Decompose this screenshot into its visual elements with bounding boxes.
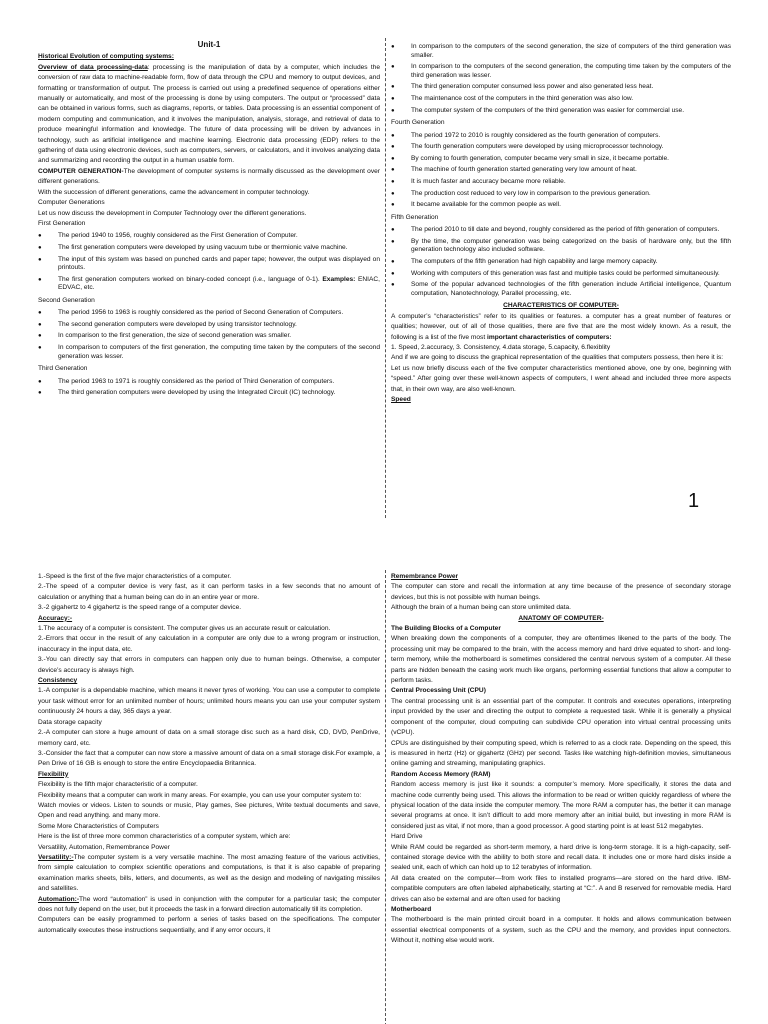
cpu-text-2: CPUs are distinguished by their computing speed, which is referred to as a clock rate. Depending on the speed, this is measured in hertz (Hz) or gigahertz (GHz) per second. Tasks like watching high-definition movies, simultaneous online gaming and streaming, manipulating graphics. xyxy=(391,739,731,768)
consistency-point-1: 1.-A computer is a dependable machine, which means it never tyres of working. You can use a computer to complete your task without error for an unlimited number of hours; unlimited hours means you can use your computer system continuously 24 hours a day, 365 days a year. xyxy=(38,687,380,716)
flexibility-heading: Flexibility xyxy=(38,770,69,778)
cpu-text-1: The central processing unit is an essential part of the computer. It controls and executes operations, interpreting input provided by the user and directing the output to complete a requested task. While it is generally a physical component of the computer, cloud computing can subdivide CPU operation into virtual central processing units (vCPU). xyxy=(391,697,731,737)
list-item: ● Some of the popular advanced technologies of the fifth generation include Artificial intelligence, Quantum computation, Nanotechnology, Parallel processing, etc. xyxy=(391,281,731,298)
list-item: ● The maintenance cost of the computers in the third generation was also low. xyxy=(391,95,731,104)
automation-paragraph xyxy=(38,895,380,916)
motherboard-heading: Motherboard xyxy=(391,906,432,913)
speed-point-1: 1.-Speed is the first of the five major characteristics of a computer. xyxy=(38,573,232,580)
hard-drive-text-2: All data created on the computer—from work files to installed programs—are stored on the hard drive. IBM-compatible computers are often labeled alphabetically, starting at “C:”. A and B reserved for removable media. Hard drives can also be external and are often used for backing xyxy=(391,874,731,903)
examples-label: Examples: xyxy=(322,275,356,283)
list-item: ● Working with computers of this generation was fast and multiple tasks could be performed simultaneously. xyxy=(391,270,731,279)
automation-label: Automation:- xyxy=(38,895,80,903)
page-1-right-column xyxy=(391,40,731,405)
list-item: ● The production cost reduced to very low in comparison to the previous generation. xyxy=(391,190,731,199)
speed-point-3: 3.-2 gigahertz to 4 gigahertz is the speed range of a computer device. xyxy=(38,604,242,612)
page-2 xyxy=(0,568,768,1024)
list-item: ● The period 2010 to till date and beyond, roughly considered as the period of fifth generation of computers. xyxy=(391,226,731,235)
list-item: ● In comparison to the first generation, the size of second generation was smaller. xyxy=(38,332,380,341)
remembrance-text-2: Although the brain of a human being can store unlimited data. xyxy=(391,604,571,612)
second-generation-heading: Second Generation xyxy=(38,296,95,304)
list-item: ● It is much faster and accuracy became more reliable. xyxy=(391,178,731,187)
examples-text: ENIAC, EDVAC, etc. xyxy=(58,275,380,292)
list-item: ● By coming to fourth generation, computer became very small in size, it became portable. xyxy=(391,155,731,164)
list-item: ● In comparison to the computers of the second generation, the computing time taken by the computers of the third generation was lesser. xyxy=(391,63,731,80)
building-blocks-text: When breaking down the components of a computer, they are oftentimes likened to the parts of the body. The processing unit may be compared to the brain, with the access memory and hard drive equated to short- and long-term memory, while the motherboard is sometimes considered the central nervous system of a computer. All these parts are hidden beneath the casing work much like organs, performing essential functions that allow a computer to perform tasks. xyxy=(391,635,731,685)
speed-heading: Speed xyxy=(391,395,411,403)
fifth-generation-heading: Fifth Generation xyxy=(391,213,439,221)
consistency-point-2: 2.-A computer can store a huge amount of data on a small storage disc such as a hard disk, CD, DVD, PenDrive, memory card, etc. xyxy=(38,729,380,747)
list-item: ● The fourth generation computers were developed by using microprocessor technology. xyxy=(391,143,731,152)
more-characteristics-label: Some More Characteristics of Computers xyxy=(38,822,159,830)
characteristics-paragraph xyxy=(391,312,731,343)
computer-generation-paragraph xyxy=(38,167,380,188)
succession-text: With the succession of different generations, came the advancement in computer technology. xyxy=(38,188,310,196)
automation-paragraph-2: Computers can be easily programmed to perform a series of tasks based on the specifications. The computer automatically executes these instructions sequentially, and if any error occurs, it xyxy=(38,916,380,934)
list-item: ● By the time, the computer generation was being categorized on the basis of hardware only, but the fifth generation technology also included software. xyxy=(391,238,731,255)
list-item: ● It became available for the common people as well. xyxy=(391,201,731,210)
versatility-list-line: Versatility, Automation, Remembrance Power xyxy=(38,843,170,851)
column-divider xyxy=(385,570,386,1024)
page-1-left-column xyxy=(38,40,380,401)
list-item: ● The period 1940 to 1956, roughly considered as the First Generation of Computer. xyxy=(38,232,380,241)
computer-generation-text: The development of computer systems is normally discussed as the development over different generations. xyxy=(38,167,380,186)
flexibility-point-1: Flexibility is the fifth major characteristic of a computer. xyxy=(38,781,198,789)
list-item: ● The computers of the fifth generation had high capability and large memory capacity. xyxy=(391,258,731,267)
flexibility-point-2: Flexibility means that a computer can work in many areas. For example, you can use your computer system to: xyxy=(38,791,362,799)
page-number: 1 xyxy=(688,490,700,512)
building-blocks-heading: The Building Blocks of a Computer xyxy=(391,625,501,633)
speed-point-2: 2.-The speed of a computer device is very fast, as it can perform tasks in a few seconds that no amount of calculation or anything that a human being can do in an entire year or more. xyxy=(38,583,380,601)
graphical-representation-text: And if we are going to discuss the graphical representation of the qualities that computers possess, then here it is: xyxy=(391,354,724,362)
binary-concept-text: The first generation computers worked on binary-coded concept (i.e., language of 0-1). xyxy=(58,275,323,283)
accuracy-point-3: 3.-You can directly say that errors in computers can happen only due to human beings. Otherwise, a computer device’s accuracy is always high. xyxy=(38,656,380,674)
ram-heading: Random Access Memory (RAM) xyxy=(391,770,491,778)
overview-paragraph xyxy=(38,63,380,167)
remembrance-text-1: The computer can store and recall the information at any time because of the presence of secondary storage devices, but this is not possible with human beings. xyxy=(391,583,731,601)
consistency-point-3: 3.-Consider the fact that a computer can now store a massive amount of data on a small storage disk.For example, a Pen Drive of 16 GB is enough to store the entire Encyclopaedia Britannica. xyxy=(38,749,380,768)
versatility-text: The computer system is a very versatile machine. The most amazing feature of the various activities, from simple calculation to complex scientific operations and computations, is that it is also capable of preparing examination marks sheets, bills, letters, and documents, as well as the design and modeling of navigating missiles and satellites. xyxy=(38,853,380,893)
characteristics-text: A computer’s “characteristics” refer to its qualities or features. a computer has a great number of features or qualities; however, out of all of those qualities, there are five that are the most widely known. As a result, the following is a list of the five most xyxy=(391,312,731,341)
hard-drive-heading: Hard Drive xyxy=(391,833,423,841)
list-item: ● The second generation computers were developed by using transistor technology. xyxy=(38,321,380,330)
list-item: ● In comparison to the computers of the second generation, the size of computers of the third generation was smaller. xyxy=(391,43,731,60)
consistency-heading: Consistency xyxy=(38,677,78,685)
unit-title: Unit-1 xyxy=(197,40,221,49)
list-item: ● The third generation computer consumed less power and also generated less heat. xyxy=(391,83,731,92)
computer-generation-label: COMPUTER GENERATION- xyxy=(38,167,124,175)
computer-generations-label: Computer Generations xyxy=(38,199,105,207)
ram-text: Random access memory is just like it sounds: a computer’s memory. More specifically, it stores the data and machine code currently being used. This allows the information to be read or written quickly regardless of where the physical location of the data inside the computer memory. The more RAM a computer has, the better it can manage several programs at once. It isn’t difficult to add more memory after an initial build, but investing in more RAM is considered just as vital, if not more, than a good processor. A good starting point is at least 512 megabytes. xyxy=(391,781,731,830)
characteristics-heading: CHARACTERISTICS OF COMPUTER- xyxy=(503,302,619,310)
more-characteristics-list-intro: Here is the list of three more common characteristics of a computer system, which are: xyxy=(38,833,291,841)
overview-label: Overview of data processing-data xyxy=(38,63,148,71)
list-item: ● In comparison to computers of the first generation, the computing time taken by the computers of the second generation was lesser. xyxy=(38,344,380,361)
hard-drive-text-1: While RAM could be regarded as short-term memory, a hard drive is long-term storage. It is a high-capacity, self-contained storage device with the ability to both store and recall data. It includes one or more hard disks inside a sealed unit, each of which can hold up to 12 terabytes of information. xyxy=(391,843,731,872)
first-generation-heading: First Generation xyxy=(38,219,86,227)
historical-evolution-heading: Historical Evolution of computing systems: xyxy=(38,53,174,61)
important-characteristics-label: important characteristics of computers: xyxy=(487,333,612,341)
versatility-paragraph xyxy=(38,853,380,895)
list-item: ● The first generation computers were developed by using vacuum tube or thermionic valve machine. xyxy=(38,244,380,253)
third-generation-heading: Third Generation xyxy=(38,365,88,373)
discuss-characteristics-text: Let us now briefly discuss each of the five computer characteristics mentioned above, one by one, beginning with “speed.” After going over these well-known aspects of computers, I went ahead and included three more aspects that, in their own way, are also well-known. xyxy=(391,364,731,393)
flexibility-point-3: Watch movies or videos. Listen to sounds or music, Play games, See pictures, Write textual documents and save, Open and read anything. and many more. xyxy=(38,801,380,820)
motherboard-text: The motherboard is the main printed circuit board in a computer. It holds and allows communication between essential electrical components of a system, such as the CPU and the memory, and provides input connectors. Without it, nothing else would work. xyxy=(391,916,731,945)
column-divider xyxy=(385,38,386,518)
fourth-generation-heading: Fourth Generation xyxy=(391,119,445,127)
overview-text: : processing is the manipulation of data by a computer, which includes the conversion of raw data to machine-readable form, flow of data through the CPU and memory to output devices, and formatting or transformation of output. The process is carried out using a predefined sequence of operations either manually or automatically, and most of the processing is done by using computers. The output or “processed” data can be obtained in various forms, such as diagrams, reports, or tables. Data processing is an essential component of modern computing and communication, and it involves the manipulation, analysis, storage, and retrieval of data to produce meaningful information and knowledge. The future of data processing will be driven by advances in technology, such as artificial intelligence and machine learning. Electronic data processing (EDP) refers to the gathering of data using electronic devices, such as computers, servers, or calculators, and it involves analyzing data and summarizing and recording the output in a human usable form. xyxy=(38,63,380,165)
list-item: ● The period 1956 to 1963 is roughly considered as the period of Second Generation of Computers. xyxy=(38,309,380,318)
automation-text: The word “automation” is used in conjunction with the computer for a particular task; the computer does not fully depend on the user, but it proceeds the task in a forward direction automatically till its completion. xyxy=(38,895,380,913)
accuracy-heading: Accuracy:- xyxy=(38,614,73,622)
page-2-right-column xyxy=(391,572,731,947)
list-item: ● The period 1963 to 1971 is roughly considered as the period of Third Generation of computers. xyxy=(38,378,380,387)
cpu-heading: Central Processing Unit (CPU) xyxy=(391,687,486,695)
list-item: ● The computer system of the computers of the third generation was easier for commercial use. xyxy=(391,107,731,116)
discuss-text: Let us now discuss the development in Computer Technology over the different generations. xyxy=(38,209,307,217)
characteristics-list: 1. Speed, 2.accuracy, 3. Consistency, 4.data storage, 5.capacity, 6.flexiblity xyxy=(391,343,611,351)
accuracy-point-1: 1.The accuracy of a computer is consistent. The computer gives us an accurate result or calculation. xyxy=(38,625,331,633)
list-item: ● The machine of fourth generation started generating very low amount of heat. xyxy=(391,166,731,175)
list-item xyxy=(38,276,380,293)
list-item: ● The input of this system was based on punched cards and paper tape; however, the output was displayed on printouts. xyxy=(38,256,380,273)
accuracy-point-2: 2.-Errors that occur in the result of any calculation in a computer are only due to a wrong program or instruction, inaccuracy in the input data, etc. xyxy=(38,635,380,653)
anatomy-heading: ANATOMY OF COMPUTER- xyxy=(518,614,604,622)
remembrance-power-heading: Remembrance Power xyxy=(391,573,459,580)
list-item: ● The third generation computers were developed by using the Integrated Circuit (IC) technology. xyxy=(38,389,380,398)
versatility-label: Versatility:- xyxy=(38,853,74,861)
list-item: ● The period 1972 to 2010 is roughly considered as the fourth generation of computers. xyxy=(391,132,731,141)
page-2-left-column xyxy=(38,572,380,936)
data-storage-capacity-label: Data storage capacity xyxy=(38,718,102,726)
